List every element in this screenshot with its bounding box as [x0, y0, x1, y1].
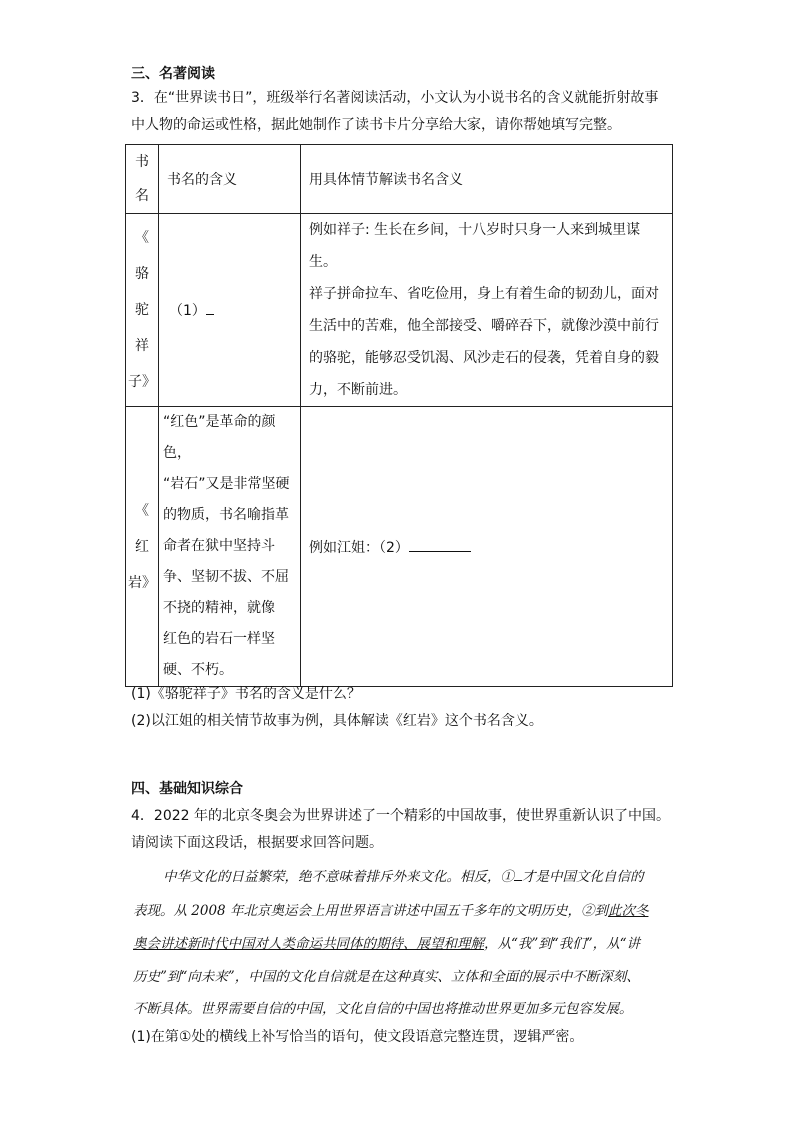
table-row-camel-xiangzi — [126, 214, 673, 407]
section-4-heading: 四、基础知识综合 — [131, 781, 243, 797]
question-4-line-2: 请阅读下面这段话，根据要求回答问题。 — [131, 835, 383, 851]
passage-text: 表现。从 2008 年北京奥运会上用世界语言讲述中国五千多年的文明历史，②到 — [133, 903, 608, 919]
meaning-line: 命者在狱中坚持斗 — [163, 538, 275, 554]
meaning-answer-1[interactable] — [159, 300, 300, 320]
question-4-line-1: 4．2022 年的北京冬奥会为世界讲述了一个精彩的中国故事，使世界重新认识了中国。 — [131, 808, 670, 824]
plot-answer-2[interactable] — [301, 537, 672, 557]
table-row-red-crag — [126, 407, 673, 687]
passage-line-1 — [163, 867, 644, 887]
header-char: 名 — [135, 188, 149, 204]
title-char: 骆 — [135, 266, 149, 282]
answer-number-1: （1） — [169, 303, 206, 319]
plot-answer-cell[interactable] — [301, 407, 673, 687]
passage-line-5: 不断具体。世界需要自信的中国，文化自信的中国也将推动世界更加多元包容发展。 — [133, 1001, 633, 1017]
plot-line: 生活中的苦难，他全部接受、嚼碎吞下，就像沙漠中前行 — [309, 318, 659, 334]
header-book-title-cell — [126, 145, 159, 214]
title-char: 《 — [135, 502, 149, 519]
header-plot-label: 用具体情节解读书名含义 — [309, 172, 463, 188]
passage-text: 才是中国文化自信的 — [522, 869, 644, 885]
plot-line: 力，不断前进。 — [309, 382, 407, 398]
plot-line: 祥子拼命拉车、省吃俭用，身上有着生命的韧劲儿，面对 — [309, 286, 659, 302]
meaning-line: “岩石”又是非常坚硬 — [163, 476, 290, 492]
meaning-line: 不挠的精神，就像 — [163, 600, 275, 616]
passage-text: 中华文化的日益繁荣，绝不意味着排斥外来文化。相反，① — [163, 869, 514, 885]
passage-line-2 — [133, 901, 648, 921]
question-4-sub-1: (1)在第①处的横线上补写恰当的语句，使文段语意完整连贯，逻辑严密。 — [131, 1029, 584, 1045]
book-title-cell — [126, 407, 159, 687]
header-meaning-cell — [159, 145, 301, 214]
meaning-answer-cell[interactable] — [159, 214, 301, 407]
book-title-cell — [126, 214, 159, 407]
question-3-line-1: 3．在“世界读书日”，班级举行名著阅读活动，小文认为小说书名的含义就能折射故事 — [131, 90, 659, 106]
meaning-line: 的物质，书名喻指革 — [163, 507, 289, 523]
question-3-line-2: 中人物的命运或性格，据此她制作了读书卡片分享给大家，请你帮她填写完整。 — [131, 117, 621, 133]
reading-card-table — [125, 144, 673, 687]
title-char: 驼 — [135, 302, 149, 318]
passage-text: ，从“我”到“我们”，从“讲 — [484, 936, 641, 952]
subquestion-1: (1)《骆驼祥子》书名的含义是什么？ — [131, 686, 361, 702]
plot-line: 例如祥子: 生长在乡间，十八岁时只身一人来到城里谋生。 — [309, 222, 641, 270]
meaning-cell — [159, 407, 301, 687]
passage-blank-1[interactable] — [514, 867, 522, 881]
header-meaning-label: 书名的含义 — [167, 172, 237, 188]
passage-line-3 — [133, 934, 640, 954]
plot-line: 的骆驼，能够忍受饥渴、风沙走石的侵袭，凭着自身的毅 — [309, 350, 659, 366]
title-char: 子》 — [128, 374, 156, 390]
answer-number-2: 例如江姐：（2） — [309, 539, 409, 556]
meaning-line: 争、坚韧不拔、不屈 — [163, 569, 289, 585]
meaning-line: 硬、不朽。 — [163, 662, 233, 678]
title-char: 《 — [135, 230, 149, 246]
section-3-heading: 三、名著阅读 — [131, 66, 215, 82]
passage-underlined-text: 奥会讲述新时代中国对人类命运共同体的期待、展望和理解 — [133, 936, 484, 952]
header-char: 书 — [135, 154, 149, 170]
passage-line-4: 历史”到“向未来”，中国的文化自信就是在这种真实、立体和全面的展示中不断深刻、 — [133, 969, 640, 985]
passage-underlined-text: 此次冬 — [607, 903, 649, 919]
title-char: 岩》 — [128, 574, 156, 591]
meaning-line: “红色”是革命的颜色， — [163, 414, 276, 461]
title-char: 红 — [135, 538, 149, 555]
answer-blank-2[interactable] — [409, 537, 471, 552]
plot-cell — [301, 214, 673, 407]
table-header-row — [126, 145, 673, 214]
subquestion-2: (2)以江姐的相关情节故事为例，具体解读《红岩》这个书名含义。 — [131, 713, 543, 729]
meaning-line: 红色的岩石一样坚 — [163, 631, 275, 647]
header-plot-cell — [301, 145, 673, 214]
answer-blank-1[interactable] — [206, 300, 214, 315]
title-char: 祥 — [135, 338, 149, 354]
